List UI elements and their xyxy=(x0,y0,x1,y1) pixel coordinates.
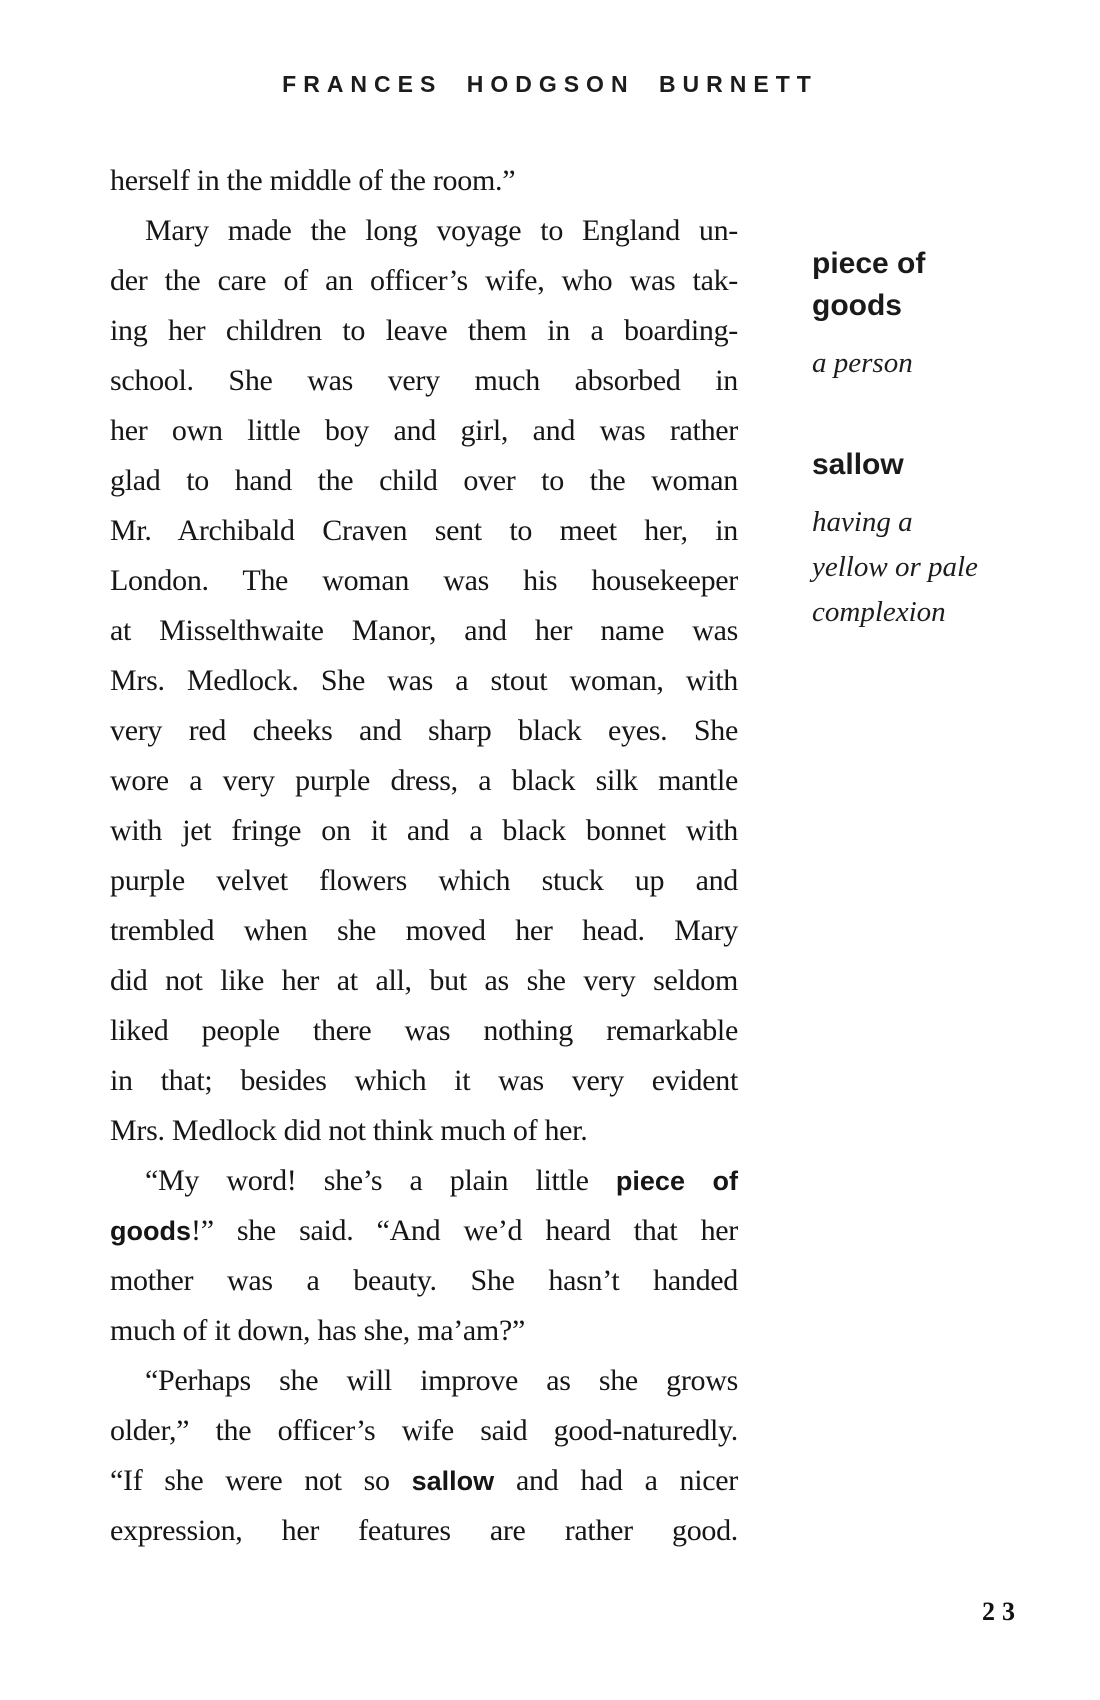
text-line xyxy=(110,1106,738,1156)
text-line xyxy=(110,806,738,856)
text-segment: !” she said. “And we’d heard that her xyxy=(191,1214,738,1247)
text-segment: very red cheeks and sharp black eyes. She xyxy=(110,714,738,747)
text-segment: ing her children to leave them in a boarding- xyxy=(110,314,738,347)
text-segment: purple velvet flowers which stuck up and xyxy=(110,864,738,897)
text-line xyxy=(110,1156,738,1206)
text-line xyxy=(110,306,738,356)
page-number: 23 xyxy=(982,1597,1022,1626)
text-line xyxy=(110,1056,738,1106)
text-line xyxy=(110,706,738,756)
text-line xyxy=(110,1506,738,1556)
text-line xyxy=(110,1356,738,1406)
body-text-column xyxy=(110,156,738,1556)
text-line xyxy=(110,406,738,456)
running-header: FRANCES HODGSON BURNETT xyxy=(282,71,818,97)
text-line xyxy=(110,656,738,706)
text-segment: did not like her at all, but as she very seldom xyxy=(110,964,738,997)
text-line xyxy=(110,456,738,506)
text-segment: Mr. Archibald Craven sent to meet her, in xyxy=(110,514,738,547)
text-line xyxy=(110,1306,738,1356)
text-line xyxy=(110,156,738,206)
text-segment: London. The woman was his housekeeper xyxy=(110,564,738,597)
glossary-term: sallow xyxy=(812,448,904,481)
glossary-definition: a person xyxy=(812,347,913,379)
text-segment: trembled when she moved her head. Mary xyxy=(110,914,738,947)
text-segment: older,” the officer’s wife said good-naturedly. xyxy=(110,1414,738,1447)
text-line xyxy=(110,906,738,956)
text-line xyxy=(110,206,738,256)
text-segment: Mrs. Medlock. She was a stout woman, with xyxy=(110,664,738,697)
glossary-term: piece of goods xyxy=(812,247,926,322)
text-segment: in that; besides which it was very evident xyxy=(110,1064,738,1097)
glossary-entry xyxy=(812,444,1007,635)
text-line xyxy=(110,506,738,556)
text-line xyxy=(110,1206,738,1256)
text-segment: with jet fringe on it and a black bonnet with xyxy=(110,814,738,847)
text-segment: herself in the middle of the room.” xyxy=(110,164,516,197)
text-segment: and had a nicer xyxy=(494,1464,738,1497)
text-line xyxy=(110,356,738,406)
text-line xyxy=(110,1406,738,1456)
glossary-term-inline: piece of xyxy=(615,1166,738,1196)
glossary-term-inline: sallow xyxy=(411,1466,495,1496)
text-segment: der the care of an officer’s wife, who was tak- xyxy=(110,264,738,297)
text-line xyxy=(110,1006,738,1056)
glossary-term-inline: goods xyxy=(110,1216,191,1246)
text-segment: “My word! she’s a plain little xyxy=(145,1164,616,1197)
text-segment: “If she were not so xyxy=(110,1464,412,1497)
glossary-entry xyxy=(812,243,1007,386)
text-line xyxy=(110,606,738,656)
glossary-definition: having a yellow or pale complexion xyxy=(812,506,978,628)
text-segment: her own little boy and girl, and was rather xyxy=(110,414,738,447)
text-segment: expression, her features are rather good. xyxy=(110,1514,738,1547)
text-segment: mother was a beauty. She hasn’t handed xyxy=(110,1264,738,1297)
text-line xyxy=(110,256,738,306)
text-segment: Mary made the long voyage to England un- xyxy=(145,214,738,247)
text-line xyxy=(110,856,738,906)
text-segment: school. She was very much absorbed in xyxy=(110,364,738,397)
text-segment: glad to hand the child over to the woman xyxy=(110,464,738,497)
text-line xyxy=(110,556,738,606)
text-line xyxy=(110,1456,738,1506)
text-segment: at Misselthwaite Manor, and her name was xyxy=(110,614,738,647)
text-segment: much of it down, has she, ma’am?” xyxy=(110,1314,525,1347)
text-line xyxy=(110,956,738,1006)
text-segment: wore a very purple dress, a black silk mantle xyxy=(110,764,738,797)
text-segment: Mrs. Medlock did not think much of her. xyxy=(110,1114,588,1147)
text-segment: “Perhaps she will improve as she grows xyxy=(145,1364,738,1397)
text-segment: liked people there was nothing remarkable xyxy=(110,1014,738,1047)
text-line xyxy=(110,1256,738,1306)
text-line xyxy=(110,756,738,806)
